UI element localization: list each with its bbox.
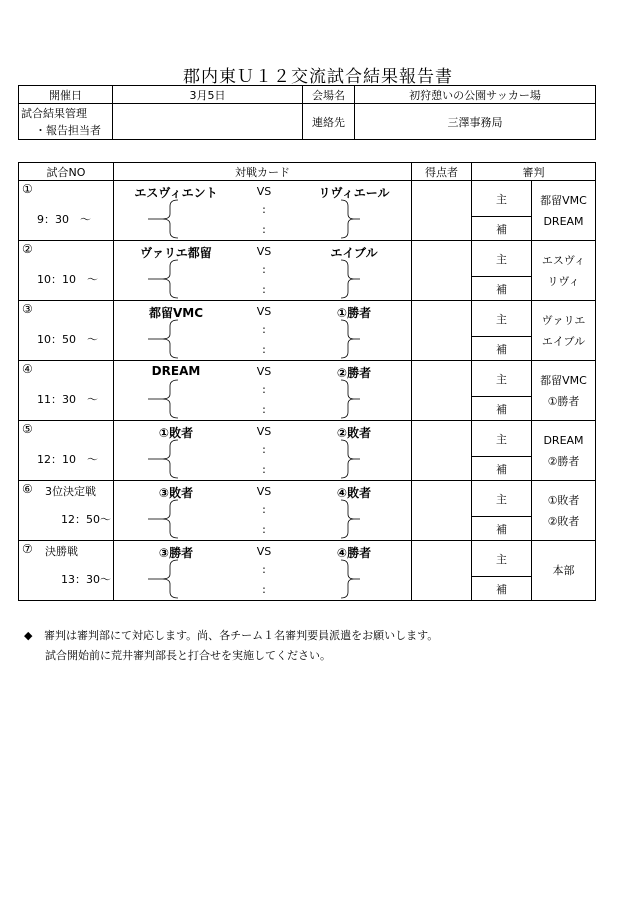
match-card-cell: [114, 241, 412, 301]
match-no-cell: [19, 541, 114, 601]
main-referee-label: 主: [472, 181, 532, 217]
left-brace-icon: [148, 319, 180, 362]
referee-team-2: ②勝者: [547, 454, 580, 468]
team-1: ヴァリエ都留: [140, 246, 212, 260]
match-stage: 決勝戦: [45, 545, 78, 558]
contact-value: 三澤事務局: [355, 104, 596, 140]
left-brace-icon: [148, 439, 180, 482]
match-no-cell: [19, 361, 114, 421]
right-brace-icon: [340, 559, 360, 602]
right-brace-icon: [340, 259, 360, 302]
referee-team-2: ②敗者: [547, 514, 580, 528]
match-time: 12：10 ～: [37, 453, 98, 466]
referee-team-1: DREAM: [543, 433, 584, 447]
score-colon-1: :: [262, 203, 266, 216]
info-table: [18, 85, 596, 140]
score-colon-2: :: [262, 463, 266, 476]
match-card-cell: [114, 301, 412, 361]
vs-label: VS: [256, 365, 272, 378]
referee-team-1: 本部: [552, 564, 575, 577]
referee-teams-cell: [532, 301, 596, 361]
scorer-cell[interactable]: [412, 421, 472, 481]
referee-teams-cell: [532, 421, 596, 481]
match-no-cell: [19, 481, 114, 541]
score-colon-1: :: [262, 383, 266, 396]
header-no: 試合NO: [19, 163, 114, 181]
team-1: エスヴィエント: [134, 186, 218, 200]
right-brace-icon: [340, 499, 360, 542]
main-referee-label: 主: [472, 301, 532, 337]
score-colon-2: :: [262, 583, 266, 596]
match-time: 12：50～: [61, 513, 111, 526]
score-colon-1: :: [262, 323, 266, 336]
match-no-cell: [19, 181, 114, 241]
match-no-cell: [19, 301, 114, 361]
match-row: [19, 481, 596, 517]
match-number: ③: [22, 302, 33, 316]
left-brace-icon: [148, 199, 180, 242]
match-card-cell: [114, 181, 412, 241]
match-card-cell: [114, 421, 412, 481]
match-row: [19, 361, 596, 397]
vs-label: VS: [256, 545, 272, 558]
page-title: 郡内東Ｕ１２交流試合結果報告書: [183, 67, 453, 87]
match-time: 11：30 ～: [37, 393, 98, 406]
score-colon-1: :: [262, 503, 266, 516]
venue-label: 会場名: [303, 86, 355, 104]
match-no-cell: [19, 421, 114, 481]
match-row: [19, 181, 596, 217]
note-line-1: [24, 627, 438, 643]
manager-label-line2: ・報告担当者: [35, 123, 101, 137]
referee-team-1: ①敗者: [547, 493, 580, 507]
match-time: 13：30～: [61, 573, 111, 586]
contact-label: 連絡先: [303, 104, 355, 140]
left-brace-icon: [148, 499, 180, 542]
match-stage: 3位決定戦: [45, 485, 96, 498]
referee-team-2: ①勝者: [547, 394, 580, 408]
team-1: ③敗者: [158, 486, 194, 500]
referee-teams-cell: [532, 181, 596, 241]
team-2: リヴィエール: [318, 186, 390, 200]
header-card: 対戦カード: [114, 163, 412, 181]
vs-label: VS: [256, 245, 272, 258]
referee-team-1: 都留VMC: [540, 373, 587, 387]
main-referee-label: 主: [472, 481, 532, 517]
manager-value[interactable]: [113, 104, 303, 140]
match-number: ④: [22, 362, 33, 376]
main-referee-label: 主: [472, 421, 532, 457]
date-value: 3月5日: [113, 86, 303, 104]
team-2: ①勝者: [336, 306, 372, 320]
left-brace-icon: [148, 379, 180, 422]
match-number: ②: [22, 242, 33, 256]
scorer-cell[interactable]: [412, 541, 472, 601]
match-time: 9：30 ～: [37, 213, 91, 226]
note-text-1: 審判は審判部にて対応します。尚、各チーム１名審判要員派遣をお願いします。: [43, 629, 439, 642]
match-card-cell: [114, 361, 412, 421]
scorer-cell[interactable]: [412, 181, 472, 241]
team-2: ④敗者: [336, 486, 372, 500]
match-row: [19, 301, 596, 337]
referee-teams-cell: [532, 541, 596, 601]
match-row: [19, 241, 596, 277]
venue-value: 初狩憩いの公園サッカー場: [355, 86, 596, 104]
team-1: ①敗者: [158, 426, 194, 440]
referee-teams-cell: [532, 481, 596, 541]
score-colon-2: :: [262, 223, 266, 236]
left-brace-icon: [148, 259, 180, 302]
vs-label: VS: [256, 185, 272, 198]
score-colon-2: :: [262, 523, 266, 536]
sub-referee-label: 補: [472, 457, 532, 481]
right-brace-icon: [340, 319, 360, 362]
sub-referee-label: 補: [472, 397, 532, 421]
team-2: ②勝者: [336, 366, 372, 380]
schedule-table: [18, 162, 596, 601]
match-time: 10：10 ～: [37, 273, 98, 286]
manager-label: [19, 104, 113, 140]
team-2: ④勝者: [336, 546, 372, 560]
referee-team-1: ヴァリエ: [541, 313, 586, 327]
referee-team-2: DREAM: [543, 214, 584, 228]
match-card-cell: [114, 541, 412, 601]
manager-label-line1: 試合結果管理: [21, 106, 87, 120]
match-number: ⑤: [22, 422, 33, 436]
referee-teams-cell: [532, 241, 596, 301]
date-label: 開催日: [19, 86, 113, 104]
match-no-cell: [19, 241, 114, 301]
sub-referee-label: 補: [472, 337, 532, 361]
sub-referee-label: 補: [472, 577, 532, 601]
right-brace-icon: [340, 199, 360, 242]
match-row: [19, 421, 596, 457]
header-score: 得点者: [412, 163, 472, 181]
score-colon-2: :: [262, 403, 266, 416]
match-card-cell: [114, 481, 412, 541]
match-number: ⑦: [22, 542, 33, 556]
referee-team-2: エイブル: [541, 334, 586, 348]
match-number: ①: [22, 182, 33, 196]
score-colon-1: :: [262, 563, 266, 576]
match-row: [19, 541, 596, 577]
sub-referee-label: 補: [472, 217, 532, 241]
team-1: 都留VMC: [148, 306, 204, 320]
match-number: ⑥: [22, 482, 33, 496]
vs-label: VS: [256, 485, 272, 498]
referee-teams-cell: [532, 361, 596, 421]
score-colon-1: :: [262, 443, 266, 456]
main-referee-label: 主: [472, 361, 532, 397]
referee-team-1: 都留VMC: [540, 193, 587, 207]
main-referee-label: 主: [472, 541, 532, 577]
vs-label: VS: [256, 305, 272, 318]
team-2: エイブル: [330, 246, 378, 260]
team-1: ③勝者: [158, 546, 194, 560]
score-colon-2: :: [262, 343, 266, 356]
team-1: DREAM: [151, 364, 201, 378]
right-brace-icon: [340, 439, 360, 482]
scorer-cell[interactable]: [412, 361, 472, 421]
sub-referee-label: 補: [472, 517, 532, 541]
diamond-bullet-icon: ◆: [24, 629, 33, 642]
scorer-cell[interactable]: [412, 301, 472, 361]
scorer-cell[interactable]: [412, 481, 472, 541]
sub-referee-label: 補: [472, 277, 532, 301]
score-colon-1: :: [262, 263, 266, 276]
left-brace-icon: [148, 559, 180, 602]
vs-label: VS: [256, 425, 272, 438]
match-time: 10：50 ～: [37, 333, 98, 346]
referee-team-1: エスヴィ: [541, 253, 586, 267]
right-brace-icon: [340, 379, 360, 422]
team-2: ②敗者: [336, 426, 372, 440]
score-colon-2: :: [262, 283, 266, 296]
referee-team-2: リヴィ: [547, 274, 580, 288]
main-referee-label: 主: [472, 241, 532, 277]
note-line-2: 試合開始前に荒井審判部長と打合せを実施してください。: [45, 649, 331, 662]
scorer-cell[interactable]: [412, 241, 472, 301]
header-referee: 審判: [472, 163, 596, 181]
